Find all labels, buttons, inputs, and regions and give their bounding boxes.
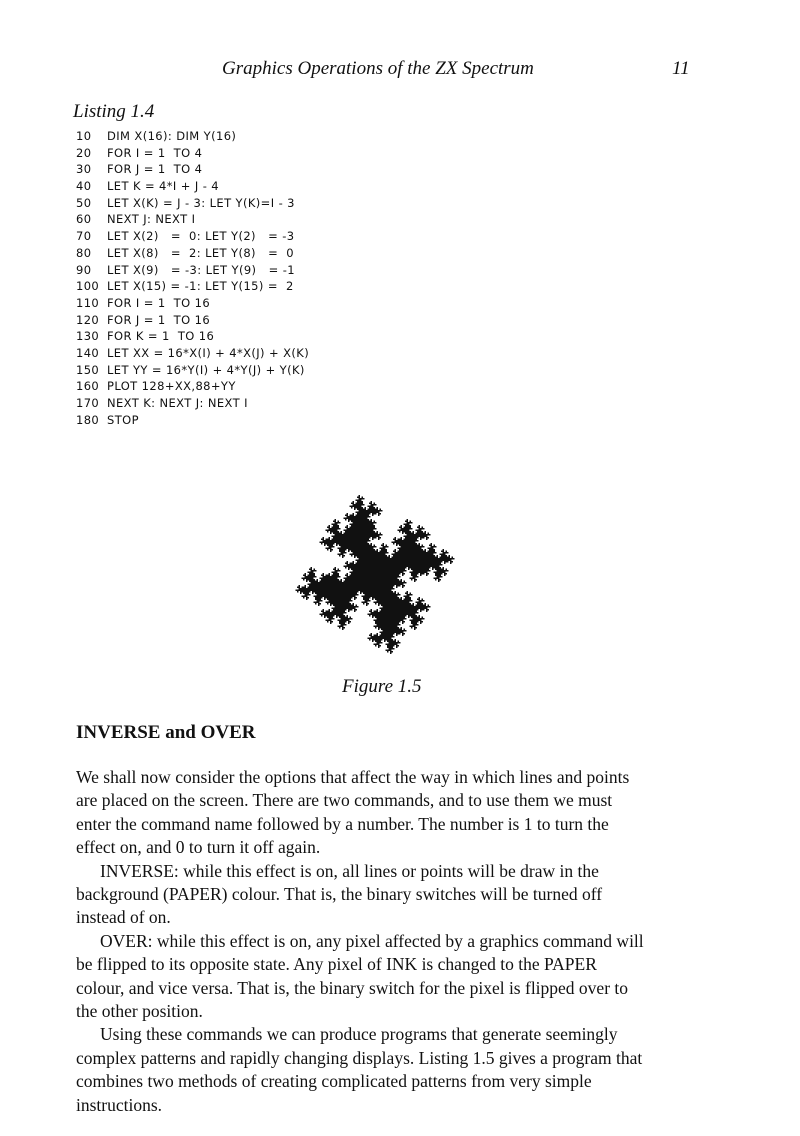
line-number: 170 [76, 396, 100, 410]
line-number: 180 [76, 412, 100, 427]
code-statement: FOR J = 1 TO 16 [107, 312, 211, 327]
code-statement: LET X(2) = 0: LET Y(2) = -3 [107, 229, 295, 244]
paragraph-line: INVERSE: while this effect is on, all lines or points will be draw in the [100, 860, 599, 881]
code-statement: LET X(8) = 2: LET Y(8) = 0 [107, 245, 294, 260]
code-statement: LET YY = 16*Y(I) + 4*Y(J) + Y(K) [107, 362, 305, 377]
code-statement: FOR K = 1 TO 16 [107, 329, 215, 344]
line-number: 80 [76, 245, 92, 260]
line-number: 40 [76, 179, 92, 194]
paragraph-line: complex patterns and rapidly changing displays. Listing 1.5 gives a program that [76, 1047, 643, 1068]
line-number: 70 [76, 229, 92, 244]
code-line [76, 328, 309, 345]
figure-1-5 [270, 458, 510, 658]
line-number: 100 [76, 279, 100, 294]
code-line [76, 211, 309, 228]
code-line [76, 161, 309, 178]
code-statement: LET K = 4*I + J - 4 [107, 179, 220, 194]
paragraph-line: be flipped to its opposite state. Any pixel of INK is changed to the PAPER [76, 954, 597, 975]
line-number: 150 [76, 362, 100, 377]
figure-caption: Figure 1.5 [342, 676, 422, 697]
paragraph-line: We shall now consider the options that affect the way in which lines and points [76, 767, 630, 787]
paragraph-line: effect on, and 0 to turn it off again. [76, 837, 321, 858]
paragraph-line: OVER: while this effect is on, any pixel affected by a graphics command will [100, 930, 644, 951]
code-statement: FOR I = 1 TO 16 [107, 295, 211, 310]
plotted-pixels [296, 495, 455, 654]
running-header [0, 58, 800, 82]
code-line [76, 345, 309, 362]
code-statement: LET X(9) = -3: LET Y(9) = -1 [107, 262, 295, 277]
paragraph-line: are placed on the screen. There are two commands, and to use them we must [76, 790, 613, 811]
paragraph-line: the other position. [76, 1001, 203, 1022]
running-title: Graphics Operations of the ZX Spectrum [222, 58, 534, 79]
code-statement: LET X(15) = -1: LET Y(15) = 2 [107, 279, 294, 294]
code-line [76, 195, 309, 212]
line-number: 130 [76, 329, 100, 344]
code-statement: DIM X(16): DIM Y(16) [107, 129, 237, 143]
line-number: 90 [76, 262, 92, 277]
code-line [76, 245, 309, 262]
line-number: 120 [76, 312, 100, 327]
section-heading: INVERSE and OVER [76, 722, 256, 743]
paragraph-line: background (PAPER) colour. That is, the binary switches will be turned off [76, 884, 603, 905]
code-listing [76, 128, 309, 428]
code-statement: FOR I = 1 TO 4 [107, 145, 203, 160]
line-number: 50 [76, 195, 92, 210]
code-statement: LET X(K) = J - 3: LET Y(K)=I - 3 [107, 195, 295, 210]
code-line [76, 412, 309, 429]
code-line [76, 145, 309, 162]
code-statement: NEXT K: NEXT J: NEXT I [107, 396, 248, 410]
paragraph-line: instead of on. [76, 907, 171, 928]
body-text [76, 766, 696, 1117]
code-statement: LET XX = 16*X(I) + 4*X(J) + X(K) [107, 345, 310, 360]
line-number: 140 [76, 345, 100, 360]
code-statement: PLOT 128+XX,88+YY [107, 379, 236, 394]
code-statement: NEXT J: NEXT I [107, 212, 196, 227]
code-line [76, 178, 309, 195]
page-number: 11 [672, 58, 690, 79]
code-line [76, 262, 309, 279]
fractal-pattern-image [270, 458, 510, 658]
code-line [76, 295, 309, 312]
code-line [76, 395, 309, 412]
listing-title: Listing 1.4 [73, 101, 155, 122]
code-line [76, 312, 309, 329]
code-statement: FOR J = 1 TO 4 [107, 162, 203, 177]
code-line [76, 278, 309, 295]
line-number: 160 [76, 379, 100, 394]
line-number: 110 [76, 295, 100, 310]
paragraph-line: instructions. [76, 1094, 163, 1115]
line-number: 20 [76, 145, 92, 160]
line-number: 60 [76, 212, 92, 227]
paragraph-line: enter the command name followed by a number. The number is 1 to turn the [76, 813, 609, 834]
paragraph-line: combines two methods of creating complicated patterns from very simple [76, 1071, 592, 1092]
code-statement: STOP [107, 412, 139, 427]
paragraph-line: colour, and vice versa. That is, the binary switch for the pixel is flipped over to [76, 977, 629, 998]
paragraph-line: Using these commands we can produce programs that generate seemingly [100, 1024, 618, 1045]
line-number: 30 [76, 162, 92, 177]
code-line [76, 128, 309, 145]
code-line [76, 362, 309, 379]
code-line [76, 228, 309, 245]
line-number: 10 [76, 129, 92, 143]
code-line [76, 378, 309, 395]
